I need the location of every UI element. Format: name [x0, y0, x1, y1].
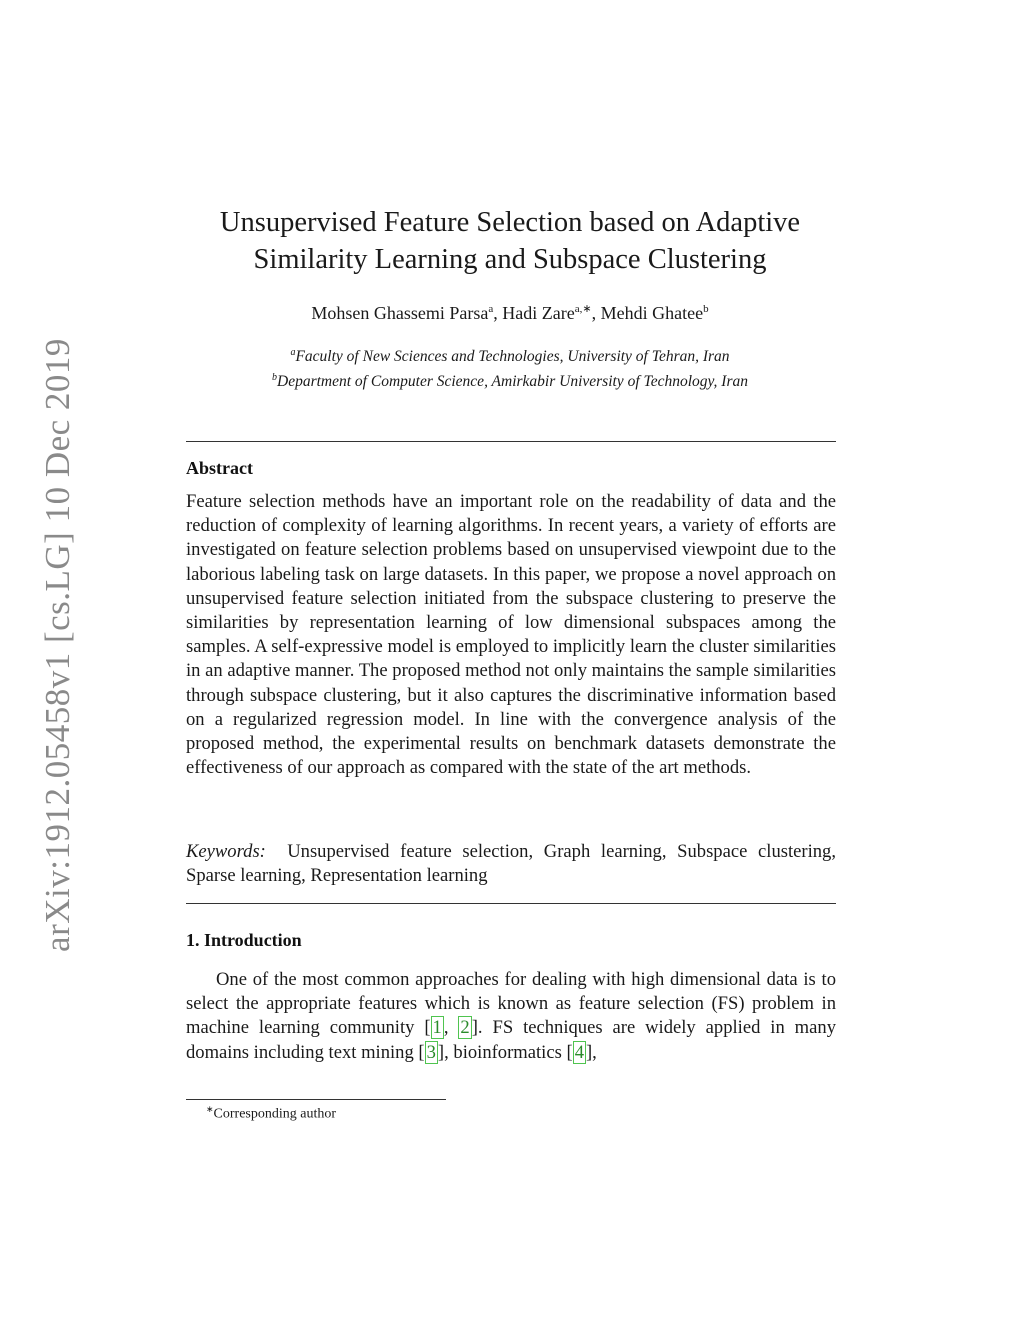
introduction-body	[186, 968, 836, 1065]
citation-link[interactable]: 2	[460, 1017, 470, 1039]
keywords-block	[186, 840, 836, 888]
keywords-label: Keywords:	[186, 841, 266, 862]
author-list: Mohsen Ghassemi Parsa$^a$, Hadi Zare$^{a,∗}$, Mehdi Ghatee$^b$	[311, 303, 709, 323]
affiliation-line	[180, 342, 840, 367]
abstract-text: Feature selection methods have an important role on the readability of data and the reduction of complexity of learning algorithms. In recent years, a variety of efforts are investigated on feature selection problems based on unsupervised viewpoint due to the laborious labeling task on large datasets. In this paper, we propose a novel approach on unsupervised feature selection initiated from the subspace clustering to preserve the similarities by representation learning of low dimensional subspaces among the samples. A self-expressive model is employed to implicitly learn the cluster similarities in an adaptive manner. The proposed method not only maintains the sample similarities through subspace clustering, but it also captures the discriminative information based on a regularized regression model. In line with the convergence analysis of the proposed method, the experimental results on benchmark datasets demonstrate the effectiveness of our approach as compared with the state of the art methods.	[186, 491, 836, 779]
citation-link[interactable]: 1	[432, 1017, 442, 1039]
keywords-text: Unsupervised feature selection, Graph learning, Subspace clustering, Sparse learning, Representation learning	[186, 841, 836, 887]
author-name: Mehdi Ghatee	[600, 303, 704, 323]
affiliations	[180, 342, 840, 392]
author-affil-mark: a	[488, 303, 494, 315]
section-heading-introduction: 1. Introduction	[186, 930, 302, 950]
citation-link[interactable]: 4	[574, 1041, 584, 1063]
affiliation-text: Faculty of New Sciences and Technologies, University of Tehran, Iran	[295, 348, 730, 366]
abstract-body	[186, 490, 836, 780]
title-line-1: Unsupervised Feature Selection based on Adaptive	[219, 207, 801, 238]
affiliation-mark: a	[290, 347, 296, 358]
affiliation-mark: b	[272, 372, 278, 384]
affiliation-line	[180, 367, 840, 392]
paper-title	[200, 204, 820, 278]
author-affil-mark: b	[703, 303, 709, 315]
author-name: Hadi Zare	[502, 303, 575, 323]
citation-link[interactable]: 3	[426, 1041, 436, 1063]
abstract-bottom-rule	[186, 903, 836, 904]
introduction-paragraph: One of the most common approaches for dealing with high dimensional data is to select the appropriate features which is known as feature selection (FS) problem in machine learning community [ 1 , 2 ]. FS techniques are widely applied in many domains including text mining [ 3 ], bioinformatics [ 4 ],	[186, 969, 836, 1063]
footnote-text: Corresponding author	[213, 1106, 337, 1122]
footnote-mark: ∗	[206, 1104, 214, 1114]
arxiv-identifier-stamp: arXiv:1912.05458v1 [cs.LG] 10 Dec 2019	[38, 338, 77, 952]
title-line-2: Similarity Learning and Subspace Clustering	[253, 244, 767, 275]
footnote-rule	[186, 1099, 446, 1100]
abstract-heading: Abstract	[186, 458, 253, 478]
author-name: Mohsen Ghassemi Parsa	[311, 303, 489, 323]
author-affil-mark: a,∗	[574, 303, 592, 315]
affiliation-text: Department of Computer Science, Amirkabir University of Technology, Iran	[277, 373, 748, 391]
abstract-top-rule	[186, 441, 836, 442]
footnote	[206, 1104, 336, 1123]
